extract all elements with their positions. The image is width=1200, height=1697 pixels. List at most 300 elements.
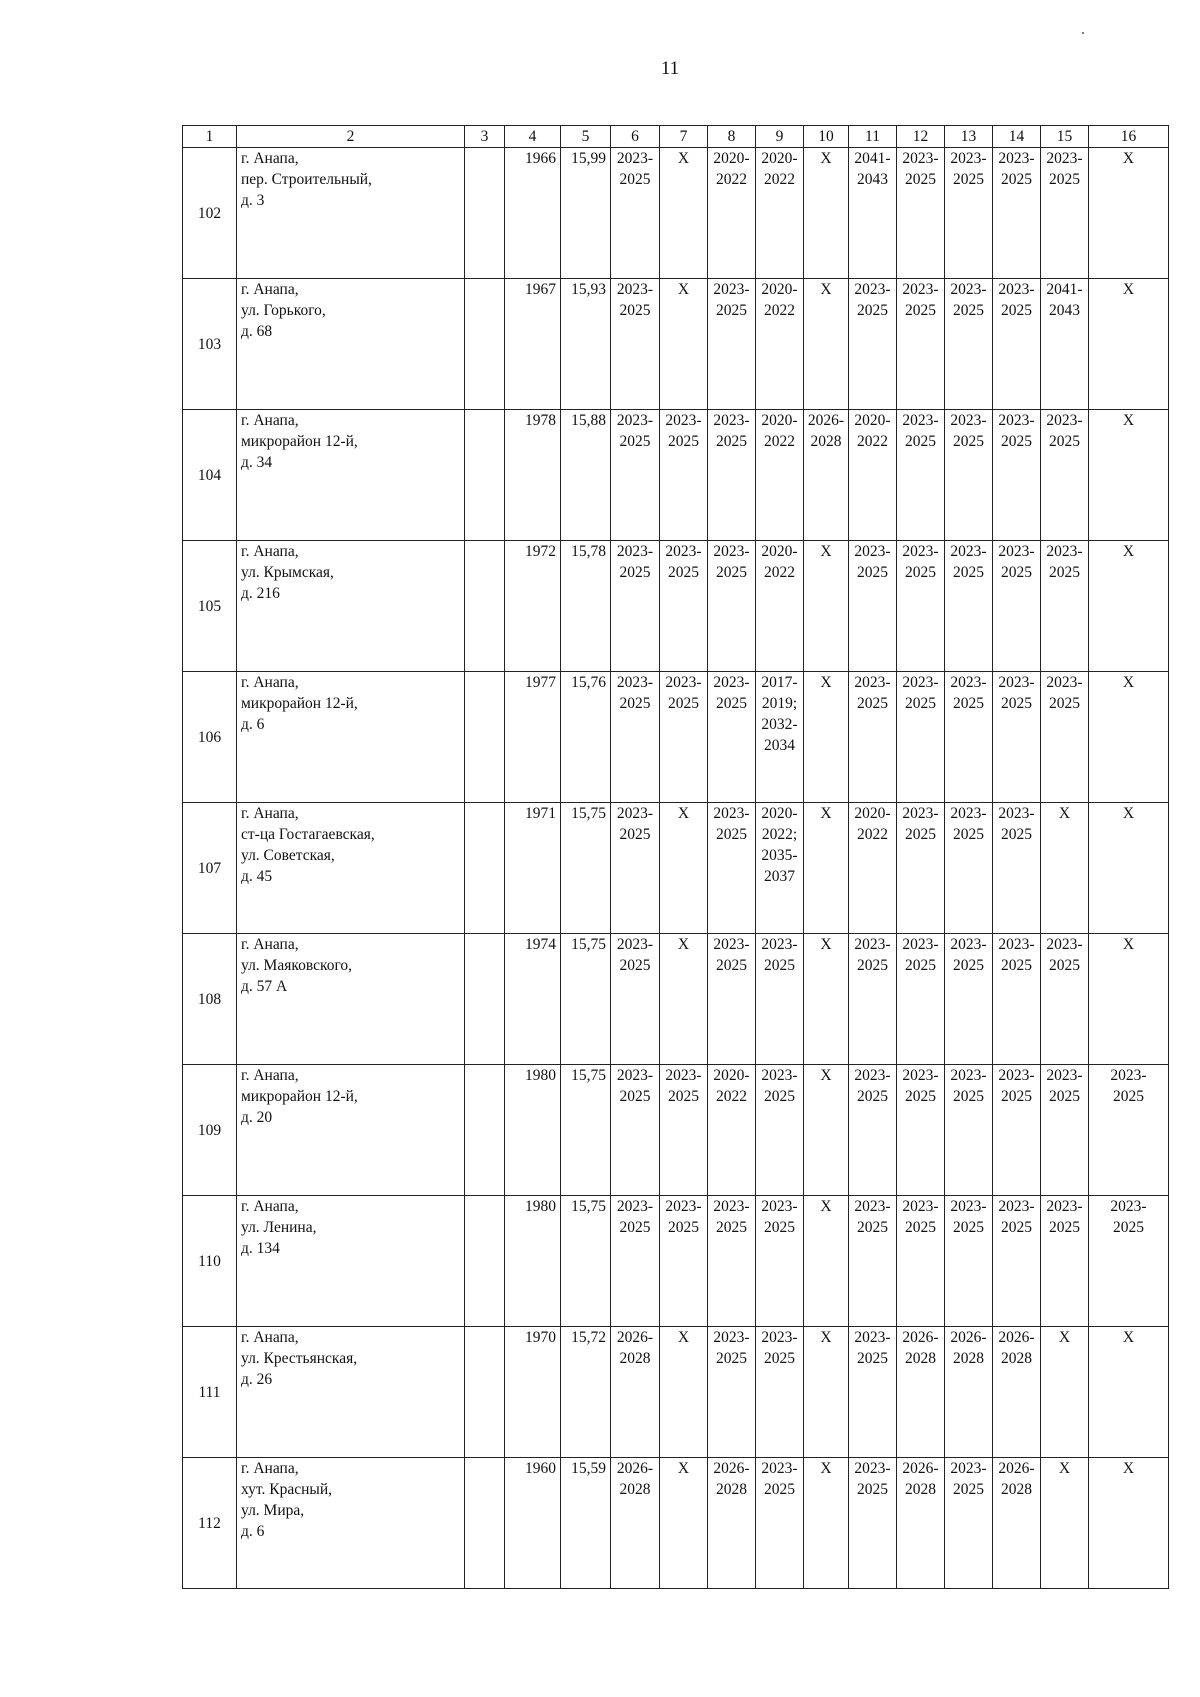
address-cell: [237, 672, 465, 803]
period-text: X: [1058, 805, 1071, 822]
period-text: 2023- 2025: [1046, 150, 1083, 188]
period-text: 2023- 2025: [1046, 674, 1083, 712]
period-text: 2023- 2025: [854, 281, 891, 319]
row-number: 112: [183, 1458, 237, 1589]
period-cell: [708, 1196, 756, 1327]
period-text: X: [820, 805, 832, 822]
period-cell: [804, 541, 849, 672]
address-line: г. Анапа,: [241, 281, 299, 298]
period-cell: [1089, 803, 1169, 934]
address-line: микрорайон 12-й,: [241, 433, 358, 450]
period-text: 2023- 2025: [902, 1067, 939, 1105]
period-cell: [993, 1327, 1041, 1458]
address-line: г. Анапа,: [241, 150, 299, 167]
period-cell: [756, 1327, 804, 1458]
year-cell: 1978: [505, 410, 561, 541]
period-text: 2023- 2025: [761, 1460, 798, 1498]
period-text: 2020- 2022: [761, 150, 798, 188]
period-text: 2023- 2025: [902, 543, 939, 581]
period-cell: [945, 934, 993, 1065]
row-number: 104: [183, 410, 237, 541]
year-cell: 1980: [505, 1065, 561, 1196]
period-text: 2023- 2025: [950, 281, 987, 319]
column-header-12: 12: [897, 126, 945, 148]
period-text: 2023- 2025: [998, 281, 1035, 319]
period-text: 2023- 2025: [713, 543, 750, 581]
period-text: 2023- 2025: [665, 1198, 702, 1236]
period-text: 2017- 2019; 2032- 2034: [761, 674, 798, 754]
period-text: X: [1122, 1460, 1135, 1477]
address-line: д. 68: [241, 323, 273, 340]
period-text: 2020- 2022: [761, 281, 798, 319]
period-text: 2026- 2028: [713, 1460, 750, 1498]
period-text: 2020- 2022: [761, 543, 798, 581]
column-3-cell: [465, 1327, 505, 1458]
column-header-11: 11: [849, 126, 897, 148]
year-cell: 1960: [505, 1458, 561, 1589]
period-text: 2023- 2025: [950, 1198, 987, 1236]
column-3-cell: [465, 1065, 505, 1196]
period-text: 2023- 2025: [998, 543, 1035, 581]
address-cell: [237, 148, 465, 279]
column-header-15: 15: [1041, 126, 1089, 148]
address-cell: [237, 410, 465, 541]
period-text: 2023- 2025: [616, 543, 654, 581]
address-line: ул. Горького,: [241, 302, 326, 319]
period-text: X: [677, 150, 690, 167]
period-text: 2023- 2025: [950, 1067, 987, 1105]
column-header-5: 5: [561, 126, 611, 148]
period-cell: [611, 1196, 660, 1327]
address-cell: [237, 541, 465, 672]
period-cell: [1041, 1327, 1089, 1458]
address-line: г. Анапа,: [241, 1198, 299, 1215]
row-number: 107: [183, 803, 237, 934]
value-cell: 15,75: [561, 1065, 611, 1196]
address-line: пер. Строительный,: [241, 171, 372, 188]
period-text: X: [1122, 281, 1135, 298]
address-line: хут. Красный,: [241, 1481, 332, 1498]
period-text: 2026- 2028: [616, 1329, 654, 1367]
period-text: 2023- 2025: [902, 281, 939, 319]
value-cell: 15,99: [561, 148, 611, 279]
period-text: 2023- 2025: [998, 150, 1035, 188]
period-cell: [611, 541, 660, 672]
period-text: 2023- 2025: [665, 412, 702, 450]
period-cell: [756, 410, 804, 541]
period-cell: [660, 803, 708, 934]
period-text: 2023- 2025: [713, 805, 750, 843]
period-text: 2026- 2028: [902, 1329, 939, 1367]
period-cell: [611, 934, 660, 1065]
period-cell: [993, 934, 1041, 1065]
period-cell: [756, 803, 804, 934]
period-text: 2023- 2025: [713, 281, 750, 319]
period-text: 2023- 2025: [998, 1067, 1035, 1105]
period-cell: [1041, 410, 1089, 541]
period-cell: [660, 541, 708, 672]
table-row: [183, 148, 1169, 279]
address-line: ул. Ленина,: [241, 1219, 317, 1236]
column-header-14: 14: [993, 126, 1041, 148]
period-text: 2023- 2025: [713, 936, 750, 974]
period-cell: [945, 1065, 993, 1196]
year-cell: 1966: [505, 148, 561, 279]
period-cell: [993, 672, 1041, 803]
period-text: 2023- 2025: [998, 674, 1035, 712]
period-text: 2023- 2025: [616, 150, 654, 188]
period-cell: [660, 934, 708, 1065]
period-text: 2023- 2025: [1110, 1067, 1147, 1105]
period-text: 2041- 2043: [854, 150, 891, 188]
period-text: 2023- 2025: [1046, 936, 1083, 974]
address-line: д. 45: [241, 868, 273, 885]
period-text: 2023- 2025: [854, 1067, 891, 1105]
table-row: [183, 672, 1169, 803]
row-number: 106: [183, 672, 237, 803]
period-text: 2026- 2028: [616, 1460, 654, 1498]
period-text: 2023- 2025: [761, 1067, 798, 1105]
year-cell: 1967: [505, 279, 561, 410]
period-cell: [945, 672, 993, 803]
period-text: 2023- 2025: [950, 674, 987, 712]
column-header-7: 7: [660, 126, 708, 148]
table-row: [183, 934, 1169, 1065]
period-cell: [1041, 148, 1089, 279]
row-number: 111: [183, 1327, 237, 1458]
value-cell: 15,72: [561, 1327, 611, 1458]
period-text: 2023- 2025: [998, 1198, 1035, 1236]
period-cell: [993, 148, 1041, 279]
period-text: X: [677, 936, 690, 953]
period-text: 2023- 2025: [902, 805, 939, 843]
table-row: [183, 410, 1169, 541]
period-text: X: [820, 1067, 832, 1084]
period-text: X: [1122, 412, 1135, 429]
period-text: 2023- 2025: [902, 412, 939, 450]
period-cell: [897, 1196, 945, 1327]
address-cell: [237, 279, 465, 410]
period-cell: [611, 410, 660, 541]
address-line: д. 57 А: [241, 978, 288, 995]
period-text: X: [1058, 1329, 1071, 1346]
period-text: 2023- 2025: [713, 412, 750, 450]
period-cell: [660, 148, 708, 279]
period-cell: [1041, 1065, 1089, 1196]
period-text: 2023- 2025: [713, 674, 750, 712]
period-text: 2020- 2022: [854, 805, 891, 843]
table-row: [183, 279, 1169, 410]
address-line: г. Анапа,: [241, 674, 299, 691]
period-text: 2023- 2025: [616, 281, 654, 319]
address-line: д. 3: [241, 192, 265, 209]
period-text: 2023- 2025: [1046, 412, 1083, 450]
period-text: X: [677, 805, 690, 822]
period-cell: [804, 1065, 849, 1196]
column-3-cell: [465, 803, 505, 934]
period-text: 2023- 2025: [761, 1198, 798, 1236]
period-text: X: [820, 936, 832, 953]
period-cell: [708, 410, 756, 541]
period-cell: [611, 672, 660, 803]
period-cell: [756, 541, 804, 672]
period-text: 2023- 2025: [665, 674, 702, 712]
period-cell: [849, 1327, 897, 1458]
period-cell: [993, 803, 1041, 934]
period-text: 2023- 2025: [854, 1460, 891, 1498]
address-cell: [237, 1065, 465, 1196]
address-line: г. Анапа,: [241, 1329, 299, 1346]
address-line: микрорайон 12-й,: [241, 695, 358, 712]
period-cell: [1089, 279, 1169, 410]
period-cell: [849, 803, 897, 934]
period-text: X: [1122, 1329, 1135, 1346]
period-text: 2026- 2028: [902, 1460, 939, 1498]
period-text: 2023- 2025: [998, 412, 1035, 450]
page-number: 11: [660, 58, 680, 79]
column-header-3: 3: [465, 126, 505, 148]
column-3-cell: [465, 672, 505, 803]
period-text: 2026- 2028: [950, 1329, 987, 1367]
value-cell: 15,75: [561, 1196, 611, 1327]
table-row: [183, 1458, 1169, 1589]
period-text: X: [820, 543, 832, 560]
column-header-16: 16: [1089, 126, 1169, 148]
period-text: 2023- 2025: [902, 150, 939, 188]
period-text: 2023- 2025: [616, 674, 654, 712]
table-row: [183, 1065, 1169, 1196]
period-text: 2023- 2025: [1046, 543, 1083, 581]
period-text: X: [677, 1329, 690, 1346]
period-text: 2023- 2025: [713, 1198, 750, 1236]
column-header-4: 4: [505, 126, 561, 148]
address-cell: [237, 1327, 465, 1458]
period-cell: [804, 279, 849, 410]
period-cell: [897, 1458, 945, 1589]
column-header-9: 9: [756, 126, 804, 148]
period-cell: [1089, 1327, 1169, 1458]
column-header-8: 8: [708, 126, 756, 148]
header-row: [183, 126, 1169, 148]
period-cell: [1041, 672, 1089, 803]
period-cell: [708, 279, 756, 410]
year-cell: 1970: [505, 1327, 561, 1458]
year-cell: 1980: [505, 1196, 561, 1327]
period-cell: [945, 803, 993, 934]
value-cell: 15,78: [561, 541, 611, 672]
period-text: 2023- 2025: [998, 805, 1035, 843]
period-cell: [897, 541, 945, 672]
period-text: 2020- 2022: [761, 412, 798, 450]
period-text: 2023- 2025: [665, 543, 702, 581]
data-table: [182, 125, 1169, 1589]
period-text: 2023- 2025: [902, 674, 939, 712]
period-text: 2023- 2025: [902, 936, 939, 974]
address-cell: [237, 803, 465, 934]
address-line: г. Анапа,: [241, 543, 299, 560]
column-3-cell: [465, 934, 505, 1065]
period-cell: [756, 672, 804, 803]
period-cell: [756, 934, 804, 1065]
period-cell: [897, 279, 945, 410]
column-header-6: 6: [611, 126, 660, 148]
period-cell: [1089, 410, 1169, 541]
period-cell: [804, 934, 849, 1065]
period-text: X: [820, 1460, 832, 1477]
period-cell: [1089, 1196, 1169, 1327]
period-cell: [897, 1327, 945, 1458]
period-cell: [708, 1327, 756, 1458]
row-number: 103: [183, 279, 237, 410]
address-line: г. Анапа,: [241, 1067, 299, 1084]
period-cell: [993, 410, 1041, 541]
address-cell: [237, 934, 465, 1065]
period-text: 2020- 2022: [854, 412, 891, 450]
period-text: 2023- 2025: [761, 1329, 798, 1367]
column-header-2: 2: [237, 126, 465, 148]
year-cell: 1972: [505, 541, 561, 672]
period-cell: [849, 410, 897, 541]
period-cell: [945, 410, 993, 541]
period-cell: [804, 672, 849, 803]
period-cell: [849, 148, 897, 279]
period-cell: [611, 279, 660, 410]
period-text: 2023- 2025: [616, 1198, 654, 1236]
period-text: 2023- 2025: [854, 936, 891, 974]
period-text: 2041- 2043: [1046, 281, 1083, 319]
address-line: г. Анапа,: [241, 805, 299, 822]
period-text: X: [1122, 805, 1135, 822]
address-line: д. 134: [241, 1240, 280, 1257]
address-line: д. 6: [241, 716, 265, 733]
period-text: 2020- 2022: [713, 1067, 750, 1105]
period-text: 2023- 2025: [616, 412, 654, 450]
period-text: 2023- 2025: [950, 936, 987, 974]
period-cell: [756, 1065, 804, 1196]
period-cell: [660, 1196, 708, 1327]
value-cell: 15,75: [561, 803, 611, 934]
period-cell: [1041, 1458, 1089, 1589]
address-line: д. 20: [241, 1109, 273, 1126]
period-cell: [708, 803, 756, 934]
period-cell: [897, 410, 945, 541]
value-cell: 15,93: [561, 279, 611, 410]
period-cell: [1089, 541, 1169, 672]
table-row: [183, 1196, 1169, 1327]
period-text: 2020- 2022; 2035- 2037: [761, 805, 798, 885]
period-text: 2026- 2028: [807, 412, 845, 450]
table-header: [183, 126, 1169, 148]
table-row: [183, 541, 1169, 672]
period-text: 2023- 2025: [761, 936, 798, 974]
period-cell: [1041, 1196, 1089, 1327]
period-cell: [993, 1458, 1041, 1589]
period-cell: [708, 672, 756, 803]
row-number: 102: [183, 148, 237, 279]
period-cell: [611, 148, 660, 279]
period-cell: [993, 1196, 1041, 1327]
period-cell: [611, 803, 660, 934]
period-text: 2023- 2025: [950, 412, 987, 450]
period-cell: [660, 672, 708, 803]
period-text: 2023- 2025: [616, 1067, 654, 1105]
address-cell: [237, 1196, 465, 1327]
row-number: 108: [183, 934, 237, 1065]
period-cell: [611, 1065, 660, 1196]
column-3-cell: [465, 541, 505, 672]
address-cell: [237, 1458, 465, 1589]
period-cell: [1089, 672, 1169, 803]
address-line: ул. Крымская,: [241, 564, 334, 581]
period-cell: [849, 1065, 897, 1196]
period-text: 2023- 2025: [1110, 1198, 1147, 1236]
period-cell: [993, 1065, 1041, 1196]
period-text: 2020- 2022: [713, 150, 750, 188]
period-text: X: [820, 674, 832, 691]
period-cell: [945, 279, 993, 410]
address-line: ст-ца Гостагаевская,: [241, 826, 375, 843]
period-text: X: [677, 281, 690, 298]
period-text: X: [820, 150, 832, 167]
period-cell: [611, 1458, 660, 1589]
period-cell: [708, 1458, 756, 1589]
period-cell: [849, 279, 897, 410]
period-cell: [804, 1327, 849, 1458]
period-cell: [897, 672, 945, 803]
period-text: 2023- 2025: [950, 1460, 987, 1498]
period-cell: [1089, 1065, 1169, 1196]
column-header-1: 1: [183, 126, 237, 148]
period-text: X: [1122, 674, 1135, 691]
period-cell: [660, 1327, 708, 1458]
column-header-13: 13: [945, 126, 993, 148]
period-text: X: [1122, 936, 1135, 953]
table-body: [183, 148, 1169, 1589]
period-text: 2023- 2025: [854, 1329, 891, 1367]
period-cell: [897, 934, 945, 1065]
row-number: 105: [183, 541, 237, 672]
period-cell: [849, 1458, 897, 1589]
period-cell: [756, 1458, 804, 1589]
period-cell: [897, 803, 945, 934]
period-text: X: [820, 1329, 832, 1346]
table-row: [183, 1327, 1169, 1458]
period-text: 2023- 2025: [950, 150, 987, 188]
column-3-cell: [465, 279, 505, 410]
period-cell: [993, 279, 1041, 410]
address-line: ул. Советская,: [241, 847, 335, 864]
address-line: д. 6: [241, 1523, 265, 1540]
address-line: г. Анапа,: [241, 1460, 299, 1477]
period-cell: [660, 1458, 708, 1589]
period-text: 2023- 2025: [713, 1329, 750, 1367]
period-text: 2023- 2025: [902, 1198, 939, 1236]
period-text: 2026- 2028: [998, 1329, 1035, 1367]
period-text: 2023- 2025: [854, 1198, 891, 1236]
address-line: ул. Мира,: [241, 1502, 305, 1519]
period-text: 2023- 2025: [854, 543, 891, 581]
period-cell: [1041, 803, 1089, 934]
period-text: 2023- 2025: [616, 936, 654, 974]
period-cell: [708, 148, 756, 279]
period-text: 2023- 2025: [950, 805, 987, 843]
period-text: 2023- 2025: [616, 805, 654, 843]
table-row: [183, 803, 1169, 934]
period-cell: [993, 541, 1041, 672]
period-cell: [897, 148, 945, 279]
period-cell: [756, 1196, 804, 1327]
period-cell: [849, 541, 897, 672]
